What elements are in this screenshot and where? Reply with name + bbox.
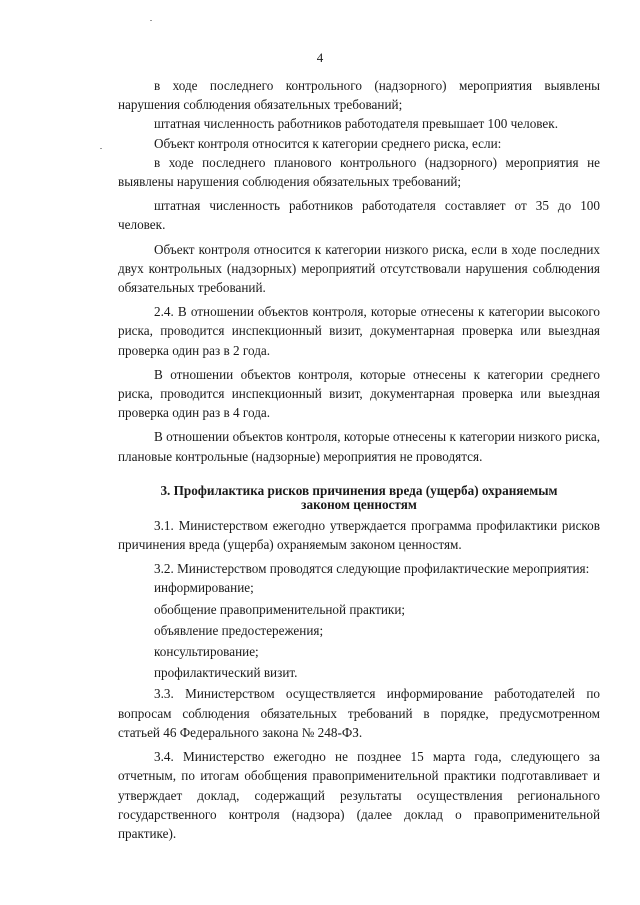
paragraph: штатная численность работников работодателя превышает 100 человек. (154, 116, 558, 132)
list-item: консультирование; (154, 644, 259, 660)
paragraph: штатная численность работников работодателя составляет от 35 до 100 человек. (118, 198, 600, 233)
paragraph: 3.1. Министерством ежегодно утверждается программа профилактики рисков причинения вреда (ущерба) охраняемым законом ценностям. (118, 517, 600, 553)
list-item: информирование; (154, 580, 254, 596)
paragraph: Объект контроля относится к категории низкого риска, если в ходе последних двух контрольных (надзорных) мероприятий отсутствовали нарушения соблюдения обязательных требований. (118, 241, 600, 296)
paragraph: 3.4. Министерство ежегодно не позднее 15 марта года, следующего за отчетным, по итогам обобщения правоприменительной практики подготавливает и утверждает доклад, содержащий результаты осуществления регионального государственного контроля (надзора) (далее доклад о правоприменительной практике). (118, 749, 600, 841)
paragraph: 3.3. Министерством осуществляется информирование работодателей по вопросам соблюдения обязательных требований в порядке, предусмотренном статьей 46 Федерального закона № 248-ФЗ. (118, 686, 600, 740)
paragraph: В отношении объектов контроля, которые отнесены к категории низкого риска, плановые контрольные (надзорные) мероприятия не проводятся. (118, 429, 600, 464)
paragraph: 3.2. Министерством проводятся следующие профилактические мероприятия: (154, 561, 590, 577)
list-item: профилактический визит. (154, 665, 298, 681)
document-body (118, 76, 600, 848)
paragraph: 2.4. В отношении объектов контроля, которые отнесены к категории высокого риска, проводится инспекционный визит, документарная проверка или выездная проверка один раз в 2 года. (118, 304, 600, 358)
paragraph: в ходе последнего планового контрольного (надзорного) мероприятия не выявлены нарушения соблюдения обязательных требований; (118, 154, 600, 190)
paragraph: Объект контроля относится к категории среднего риска, если: (154, 135, 502, 151)
scan-speck (100, 148, 102, 149)
section-heading: 3. Профилактика рисков причинения вреда (ущерба) охраняемым законом ценностям (160, 482, 558, 512)
scan-speck (150, 20, 152, 21)
paragraph: в ходе последнего контрольного (надзорного) мероприятия выявлены нарушения соблюдения обязательных требований; (118, 78, 600, 113)
paragraph: В отношении объектов контроля, которые отнесены к категории среднего риска, проводится инспекционный визит, документарная проверка или выездная проверка один раз в 4 года. (118, 366, 600, 421)
list-item: объявление предостережения; (154, 622, 324, 638)
list-item: обобщение правоприменительной практики; (154, 601, 406, 617)
page-number: 4 (316, 50, 324, 65)
